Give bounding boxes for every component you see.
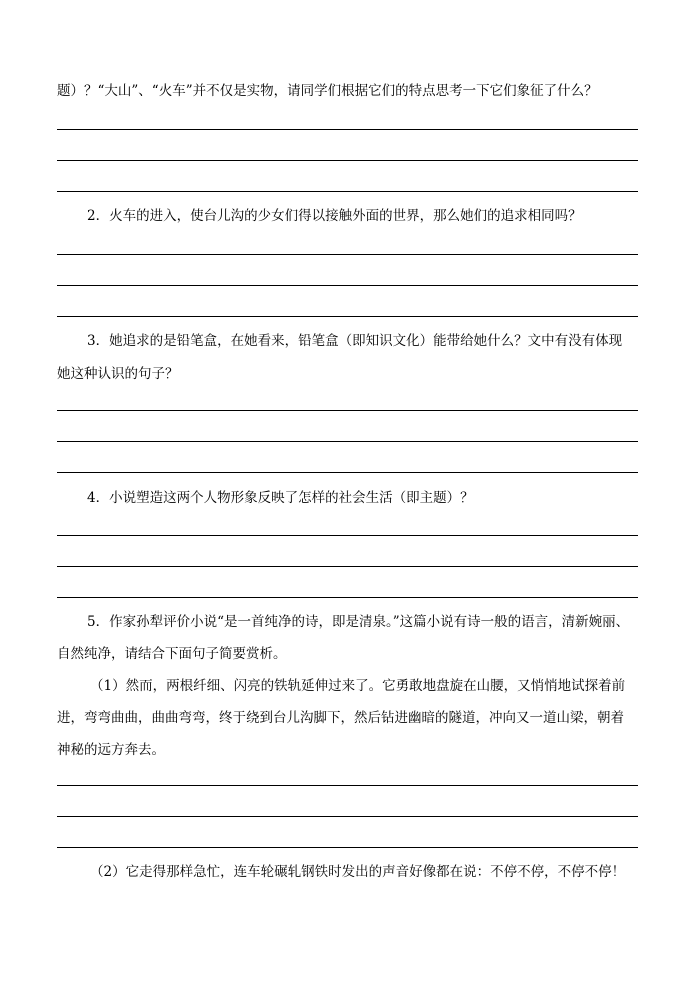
answer-line (57, 816, 638, 817)
answer-line (57, 785, 638, 786)
answer-line (57, 254, 638, 255)
answer-line (57, 285, 638, 286)
question-5-1-line-2: 进，弯弯曲曲，曲曲弯弯，终于绕到台儿沟脚下，然后钻进幽暗的隧道，冲向又一道山梁，朝着 (57, 710, 624, 726)
answer-line (57, 191, 638, 192)
question-5-2: （2）它走得那样急忙，连车轮碾轧钢铁时发出的声音好像都在说：不停不停，不停不停！ (90, 864, 626, 880)
question-3-line-2: 她这种认识的句子？ (57, 366, 179, 382)
question-5-line-2: 自然纯净，请结合下面句子简要赏析。 (57, 646, 287, 662)
answer-line (57, 316, 638, 317)
q1-tail-text: 题）？“大山”、“火车”并不仅是实物，请同学们根据它们的特点思考一下它们象征了什么？ (57, 83, 598, 99)
answer-line (57, 472, 638, 473)
answer-line (57, 410, 638, 411)
answer-line (57, 160, 638, 161)
question-5-1-line-3: 神秘的远方奔去。 (57, 742, 165, 758)
question-4: 4．小说塑造这两个人物形象反映了怎样的社会生活（即主题）？ (87, 490, 474, 506)
answer-line (57, 566, 638, 567)
question-5-1-line-1: （1）然而，两根纤细、闪亮的铁轨延伸过来了。它勇敢地盘旋在山腰，又悄悄地试探着前 (90, 678, 626, 694)
question-3-line-1: 3．她追求的是铅笔盒，在她看来，铅笔盒（即知识文化）能带给她什么？文中有没有体现 (87, 333, 623, 349)
answer-line (57, 535, 638, 536)
answer-line (57, 597, 638, 598)
question-5-line-1: 5．作家孙犁评价小说“是一首纯净的诗，即是清泉。”这篇小说有诗一般的语言，清新婉丽、 (87, 614, 630, 630)
answer-line (57, 441, 638, 442)
answer-line (57, 847, 638, 848)
answer-line (57, 129, 638, 130)
question-2: 2．火车的进入，使台儿沟的少女们得以接触外面的世界，那么她们的追求相同吗？ (87, 208, 582, 224)
